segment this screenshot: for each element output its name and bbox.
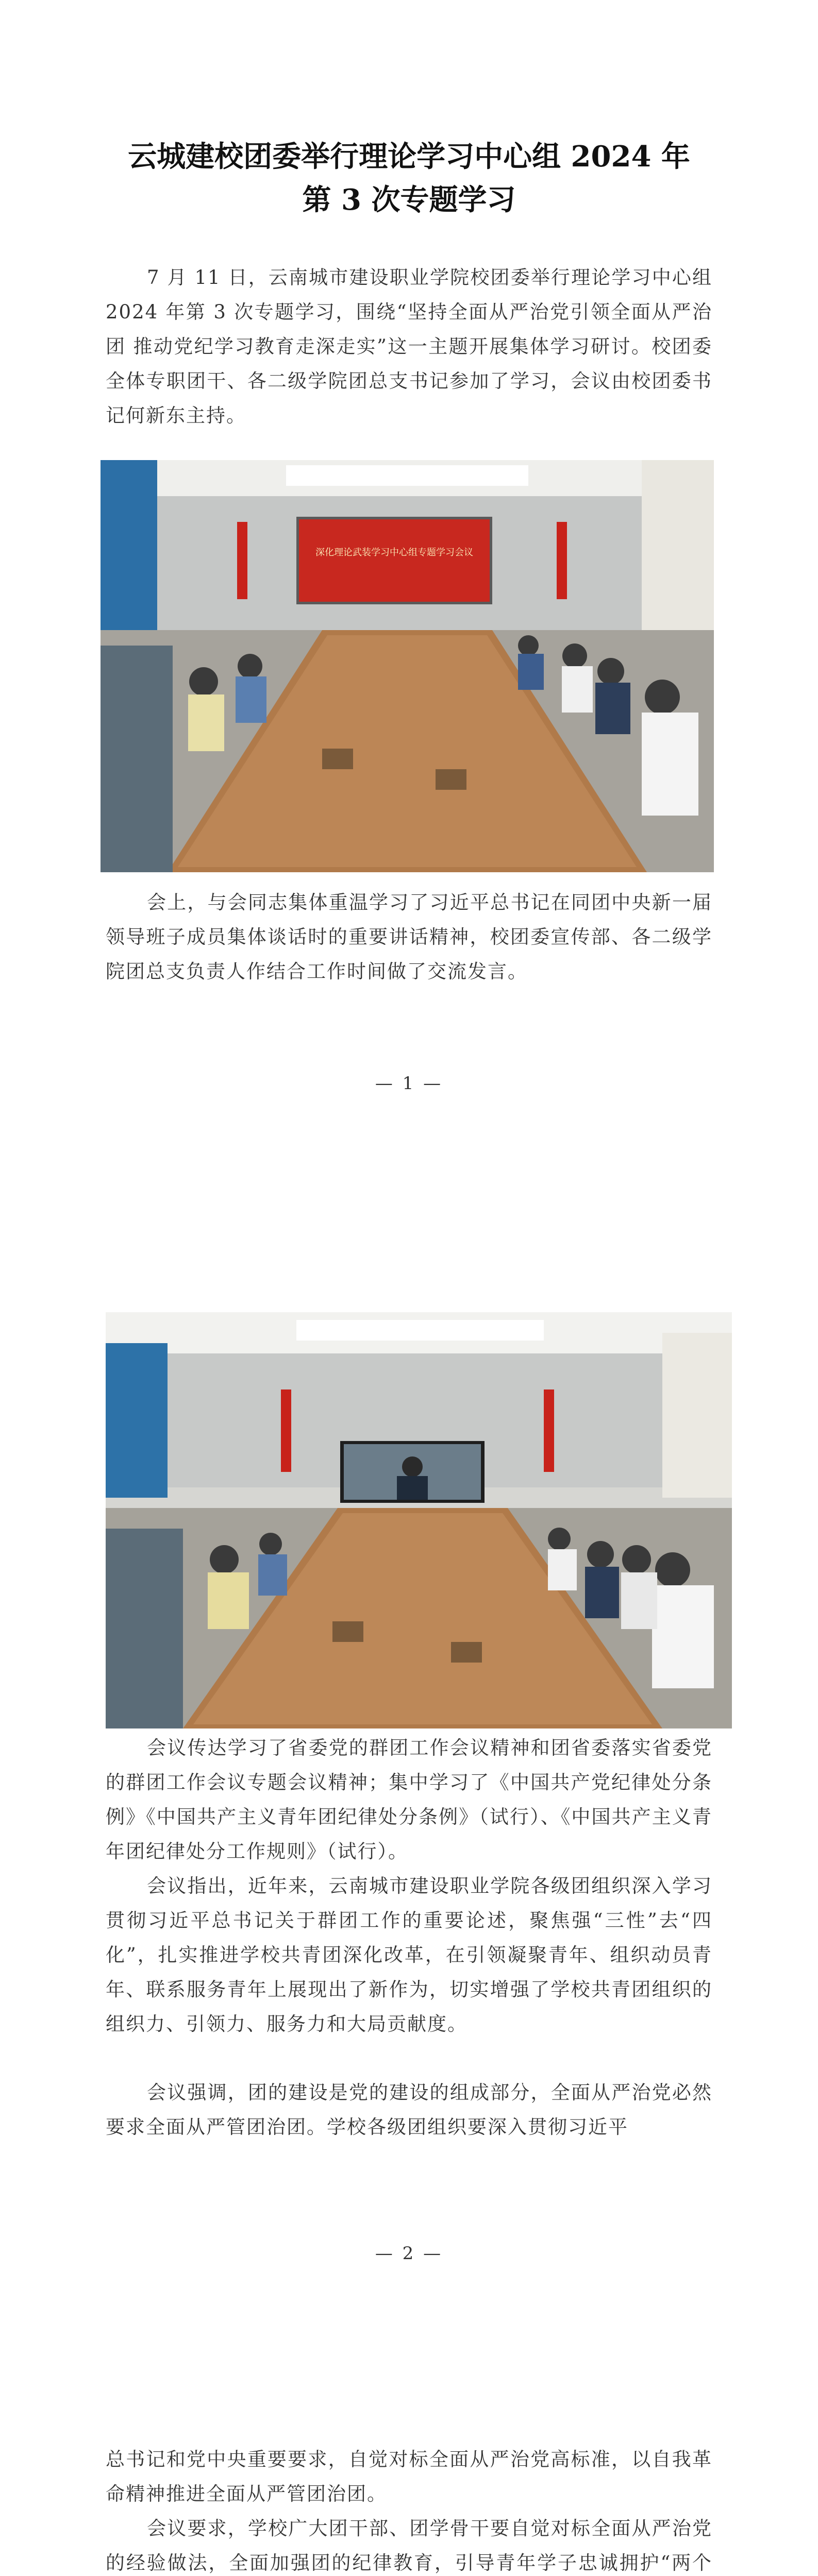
paragraph-requirements: 会议要求，学校广大团干部、团学骨干要自觉对标全面从严治党的经验做法，全面加强团的纪律教育，引导青年学子忠诚拥护“两个 [106, 2517, 712, 2574]
paragraph-conveyed: 会议传达学习了省委党的群团工作会议精神和团省委落实省委党的群团工作会议专题会议精神；集中学习了《中国共产党纪律处分条例》《中国共产主义青年团纪律处分条例》（试行）、《中国共产主义青年团纪律处分工作规则》（试行）。 [106, 1737, 712, 1862]
title-line-1: 云城建校团委举行理论学习中心组 2024 年 [128, 140, 690, 174]
meeting-room-photo-2 [106, 1312, 732, 1728]
title-line-2: 第 3 次专题学习 [302, 183, 516, 217]
paragraph-review: 会上，与会同志集体重温学习了习近平总书记在同团中央新一届领导班子成员集体谈话时的重要讲话精神，校团委宣传部、各二级学院团总支负责人作结合工作时间做了交流发言。 [106, 891, 712, 982]
paragraph-pointed-out: 会议指出，近年来，云南城市建设职业学院各级团组织深入学习贯彻习近平总书记关于群团工作的重要论述，聚焦强“三性”去“四化”，扎实推进学校共青团深化改革，在引领凝聚青年、组织动员青年、联系服务青年上展现出了新作为，切实增强了学校共青团组织的组织力、引领力、服务力和大局贡献度。 [106, 1875, 712, 2035]
screen-caption-1: 深化理论武装学习中心组专题学习会议 [315, 547, 473, 558]
document-title [0, 135, 818, 222]
paragraph-continued: 总书记和党中央重要要求，自觉对标全面从严治党高标准，以自我革命精神推进全面从严管团治团。 [106, 2448, 712, 2505]
paragraph-emphasized: 会议强调，团的建设是党的建设的组成部分，全面从严治党必然要求全面从严管团治团。学校各级团组织要深入贯彻习近平 [106, 2081, 712, 2138]
page-number-2: — 2 — [375, 2243, 443, 2264]
page-number-1: — 1 — [375, 1073, 443, 1094]
meeting-room-photo-1 [101, 460, 714, 872]
paragraph-intro: 7 月 11 日，云南城市建设职业学院校团委举行理论学习中心组 2024 年第 3 次专题学习，围绕“坚持全面从严治党引领全面从严治团 推动党纪学习教育走深走实”这一主题开展集体学习研讨。校团委全体专职团干、各二级学院团总支书记参加了学习，会议由校团委书记何新东主持。 [106, 266, 712, 427]
